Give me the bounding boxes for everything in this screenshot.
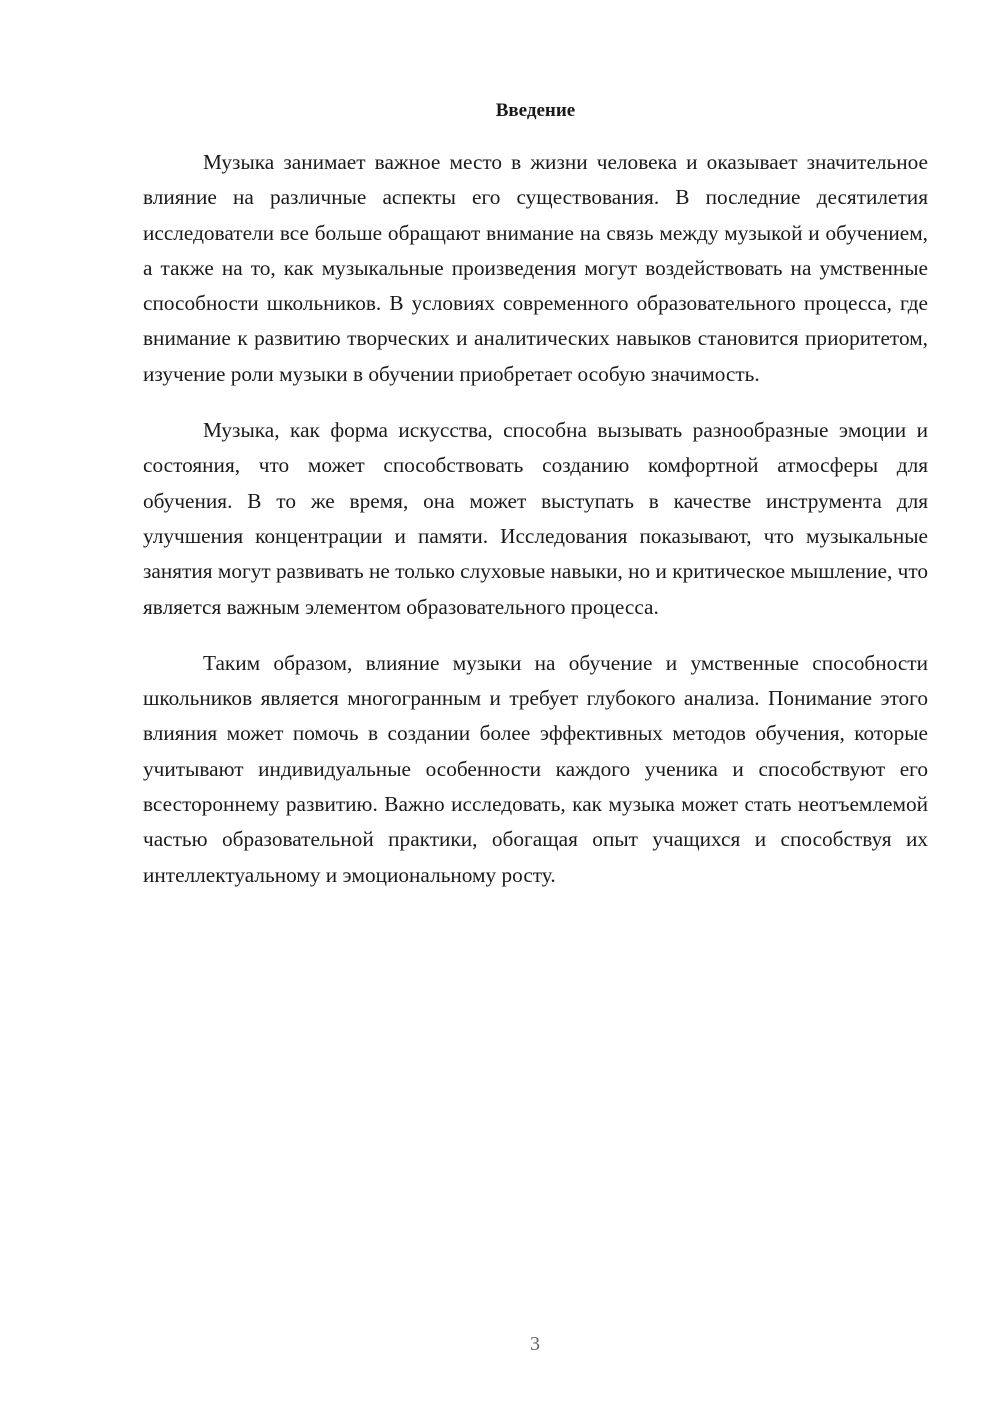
paragraph-1: Музыка занимает важное место в жизни человека и оказывает значительное влияние на различные аспекты его существования. В последние десятилетия исследователи все больше обращают внимание на связь между музыкой и обучением, а также на то, как музыкальные произведения могут воздействовать на умственные способности школьников. В условиях современного образовательного процесса, где внимание к развитию творческих и аналитических навыков становится приоритетом, изучение роли музыки в обучении приобретает особую значимость. [143,150,928,386]
paragraph-3: Таким образом, влияние музыки на обучение и умственные способности школьников является многогранным и требует глубокого анализа. Понимание этого влияния может помочь в создании более эффективных методов обучения, которые учитывают индивидуальные особенности каждого ученика и способствуют его всестороннему развитию. Важно исследовать, как музыка может стать неотъемлемой частью образовательной практики, обогащая опыт учащихся и способствуя их интеллектуальному и эмоциональному росту. [143,650,928,887]
section-heading: Введение [495,100,576,121]
paragraph-2: Музыка, как форма искусства, способна вызывать разнообразные эмоции и состояния, что может способствовать созданию комфортной атмосферы для обучения. В то же время, она может выступать в качестве инструмента для улучшения концентрации и памяти. Исследования показывают, что музыкальные занятия могут развивать не только слуховые навыки, но и критическое мышление, что является важным элементом образовательного процесса. [143,418,928,619]
page-number: 3 [530,1333,540,1355]
document-body [143,145,928,893]
